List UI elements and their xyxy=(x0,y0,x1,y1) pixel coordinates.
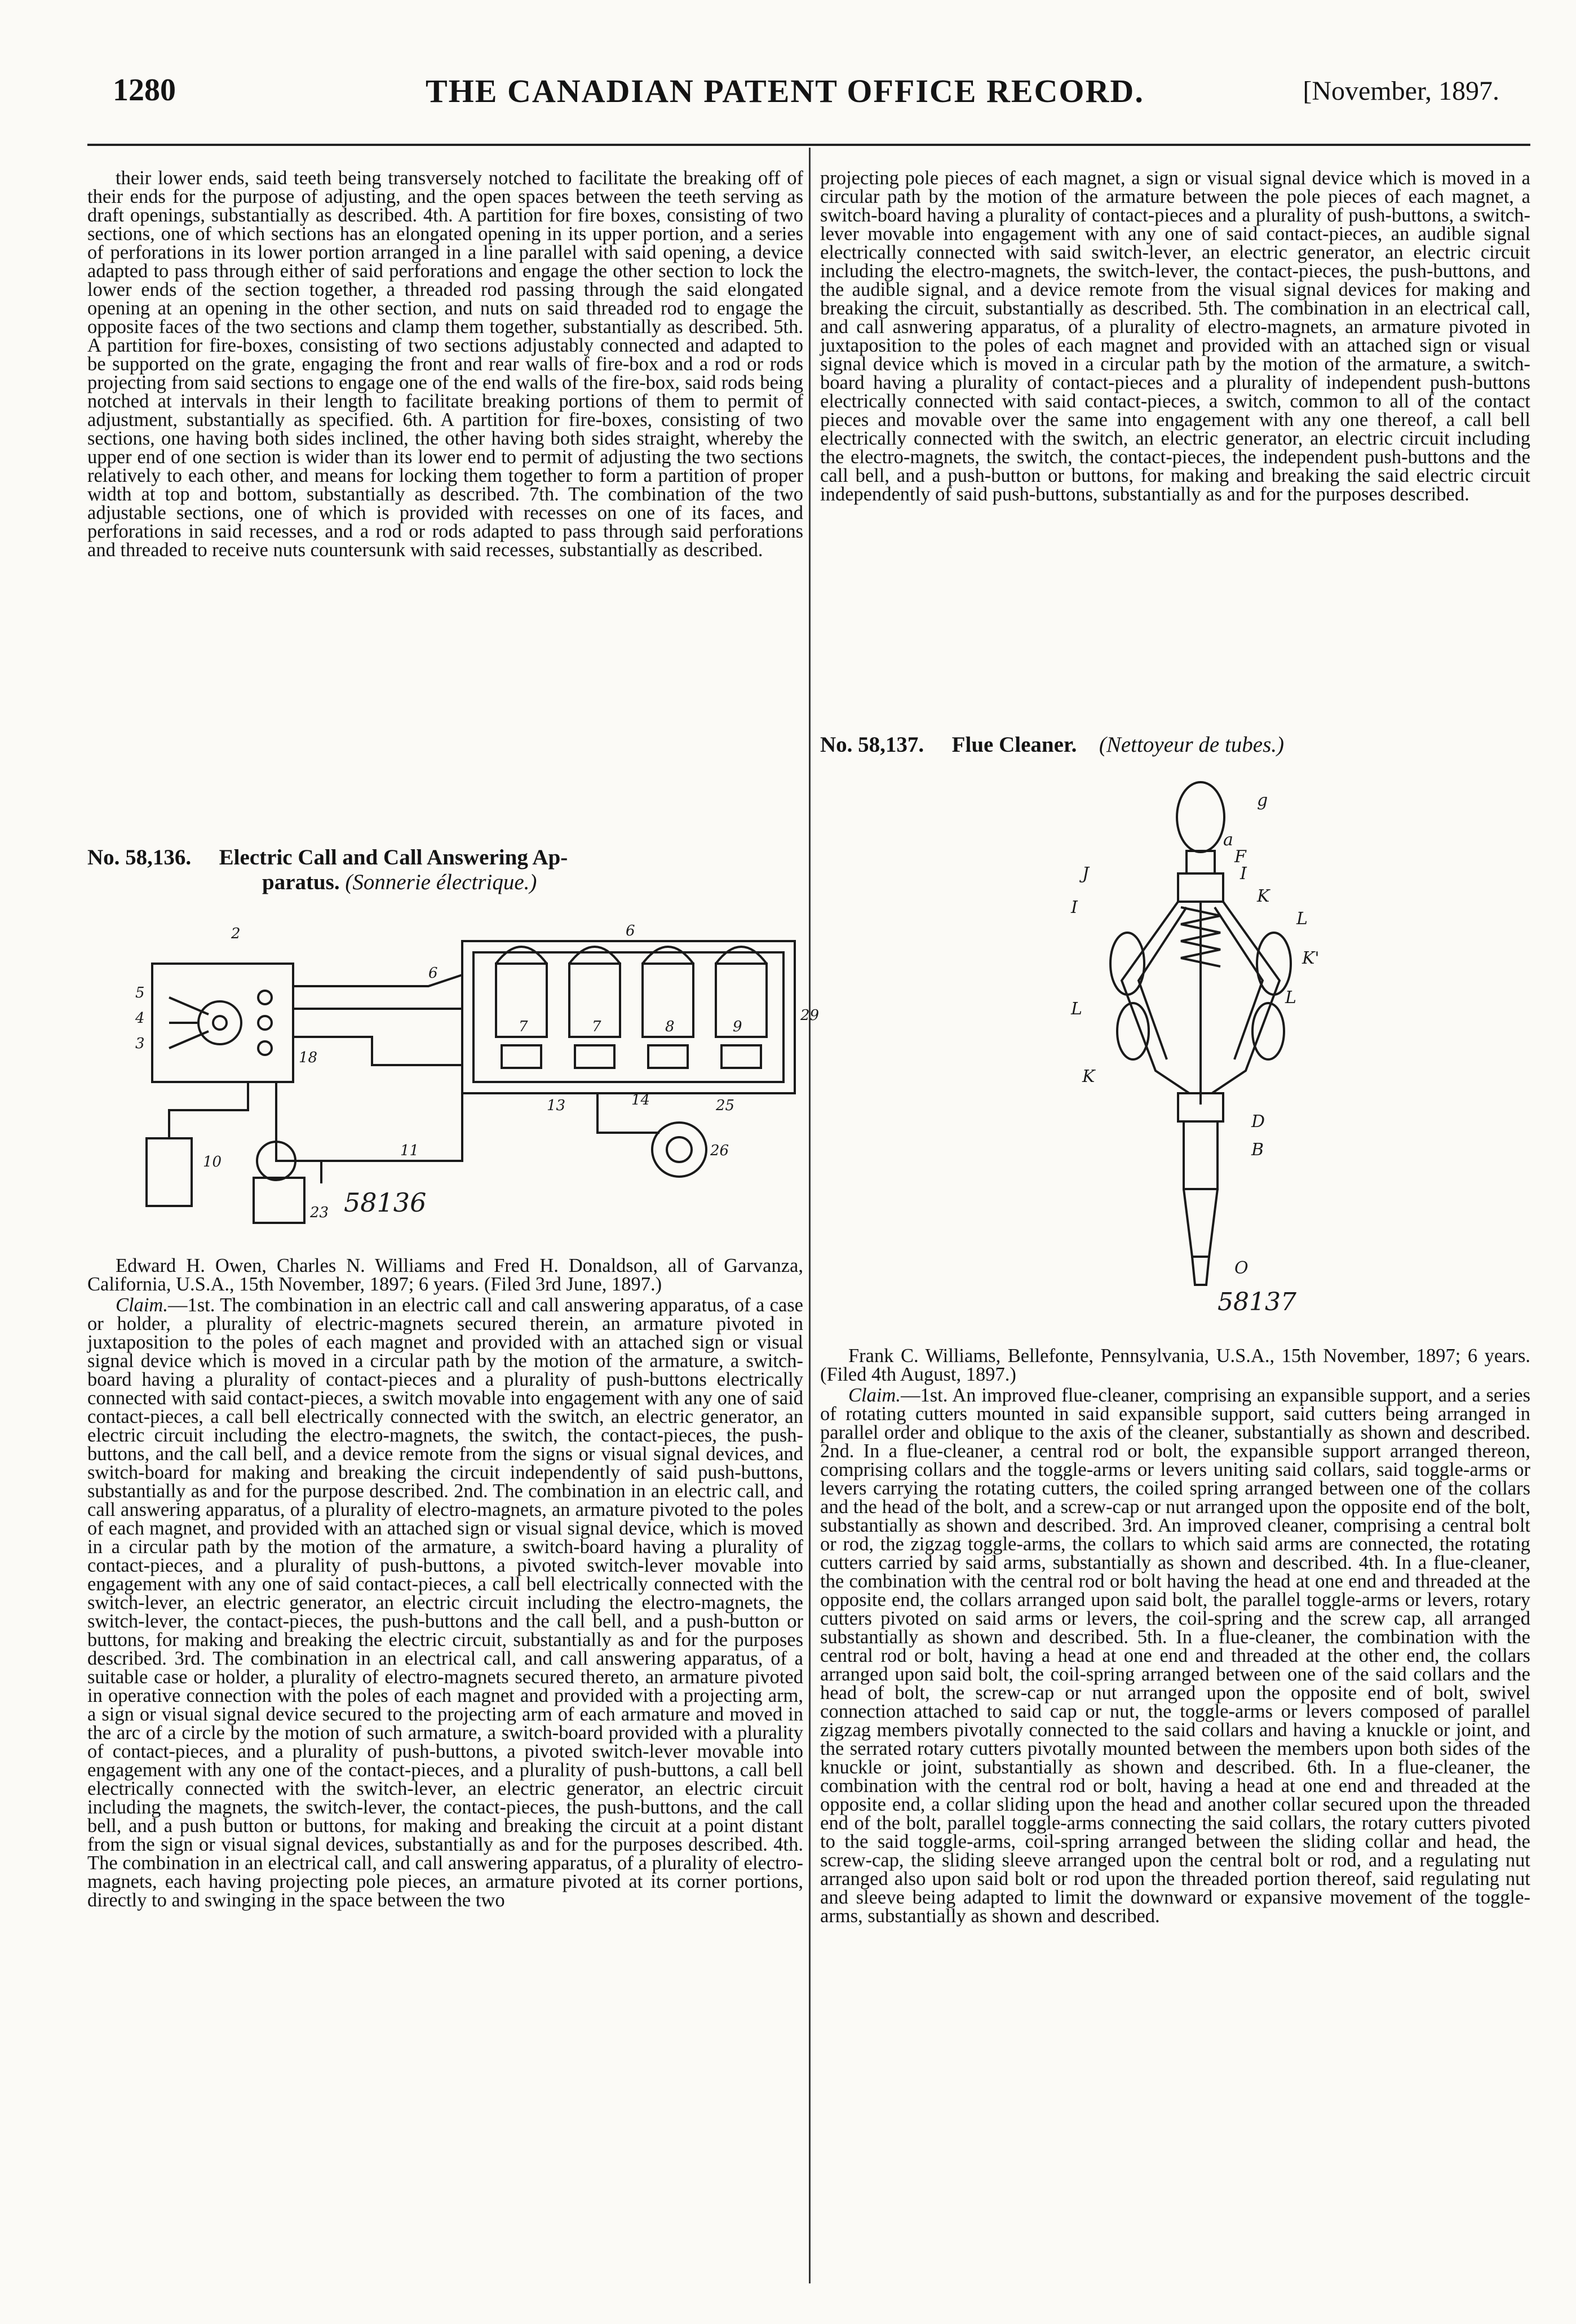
claim-label: Claim. xyxy=(848,1385,901,1406)
patent-french-title: (Nettoyeur de tubes.) xyxy=(1099,733,1285,757)
figure-label: F xyxy=(1234,847,1246,867)
figure-label: D xyxy=(1251,1112,1265,1132)
figure-label: 10 xyxy=(203,1154,222,1170)
figure-label: 4 xyxy=(135,1010,145,1027)
patent-french-title: (Sonnerie électrique.) xyxy=(345,870,537,894)
claims-paragraph xyxy=(87,1296,803,1910)
rotary-cutter xyxy=(1110,933,1144,995)
figure-label: K xyxy=(1257,886,1270,906)
page-number: 1280 xyxy=(113,73,176,108)
figure-label: K' xyxy=(1302,948,1320,968)
figure-label: I xyxy=(1240,864,1247,884)
figure-label: 6 xyxy=(428,965,438,982)
patent-58136-heading xyxy=(87,845,803,895)
issue-date: [November, 1897. xyxy=(1303,76,1499,106)
patent-number: No. 58,136. xyxy=(87,845,192,870)
patent-58137-heading xyxy=(820,733,1530,757)
figure-label: 3 xyxy=(135,1035,145,1052)
figure-label: 26 xyxy=(710,1142,729,1159)
figure-label: 6 xyxy=(626,922,635,939)
continuation-text: their lower ends, said teeth being transversely notched to facilitate the breaking off of their ends for the purpose of adjusting, and the open spaces between the teeth serving as draft openings, substantially as described. 4th. A partition for fire boxes, consisting of two sections, one of which sections has an elongated opening in its upper portion, and a series of perforations in its lower portion arranged in a line parallel with said opening, a device adapted to pass through either of said perforations and engage the other section to lock the lower ends of the section together, a threaded rod passing through the said elongated opening at an opening in the other section, and nuts on said threaded rod to engage the opposite faces of the two sections and clamp them together, substantially as described. 5th. A partition for fire-boxes, consisting of two sections adjustably connected and adapted to be supported on the grate, engaging the front and rear walls of fire-box and a rod or rods projecting from said sections to engage one of the end walls of the fire-box, said rods being notched at intervals in their length to facilitate breaking portions of them to permit of adjustment, substantially as specified. 6th. A partition for fire-boxes, consisting of two sections, one having both sides inclined, the other having both sides straight, whereby the upper end of one section is wider than its lower end to permit of adjusting the two sections relatively to each other, and means for locking them together to form a partition of proper width at top and bottom, substantially as described. 7th. The combination of the two adjustable sections, one of which is provided with recesses on one of its faces, and perforations in said recesses, and a rod or rods adapted to pass through said perforations and threaded to receive nuts countersunk with said recesses, substantially as described. xyxy=(87,167,803,561)
figure-label: J xyxy=(1082,864,1090,884)
journal-title: THE CANADIAN PATENT OFFICE RECORD. xyxy=(426,73,1144,109)
patent-title: Electric Call and Call Answering Ap- xyxy=(219,845,568,870)
patent-title-cont: paratus. xyxy=(262,870,340,894)
figure-label: 11 xyxy=(400,1142,419,1159)
continuation-text: projecting pole pieces of each magnet, a sign or visual signal device which is moved in a circular path by the motion of the armature between the pole pieces of each magnet, a switch-board having a plurality of contact-pieces and a plurality of push-buttons, a switch-lever movable into engagement with any one of said contact-pieces, an audible signal electrically connected with said switch-lever, an electric generator, an electric circuit including the electro-magnets, the switch-lever, the contact-pieces, the push-buttons, and the audible signal, and a device remote from the visual signal devices for making and breaking the circuit, substantially as described. 5th. The combination in an electrical call, and call asnwering apparatus, of a plurality of electro-magnets, an armature pivoted in juxtaposition to the poles of each magnet and provided with an attached sign or visual signal device which is moved in a circular path by the motion of the armature, a switch-board having a plurality of contact-pieces and a plurality of independent push-buttons electrically connected with said contact-pieces, a switch, common to all of the contact pieces and movable over the same into engagement with any one thereof, a call bell electrically connected with the switch, an electric generator, an electric circuit including the electro-magnets, the switch, the contact-pieces, the independent push-buttons and the call bell, and a push-button or buttons, for making and breaking the said electric circuit independently of said push-buttons, substantially as and for the purposes described. xyxy=(820,167,1530,505)
rotary-cutter xyxy=(1257,933,1291,995)
figure-label: O xyxy=(1234,1258,1249,1278)
figure-caption: 58136 xyxy=(344,1187,427,1218)
page-header xyxy=(113,72,1499,117)
header-rule xyxy=(87,144,1530,146)
figure-label: 5 xyxy=(135,984,145,1001)
figure-label: 23 xyxy=(310,1204,329,1221)
figure-label: 7 xyxy=(592,1018,601,1035)
figure-label: a xyxy=(1223,830,1233,850)
figure-label: 8 xyxy=(665,1018,675,1035)
right-continuation xyxy=(820,169,1530,504)
switch-pivot xyxy=(213,1016,227,1030)
figure-label: 7 xyxy=(519,1018,528,1035)
figure-label: L xyxy=(1071,999,1082,1019)
sleeve xyxy=(1184,1121,1218,1189)
claims-paragraph xyxy=(820,1386,1530,1926)
toggle-arm xyxy=(1122,902,1189,1093)
figure-label: B xyxy=(1251,1140,1264,1160)
swivel-eye xyxy=(1177,782,1224,852)
flue-cleaner-figure xyxy=(1071,778,1387,1319)
figure-label: 25 xyxy=(716,1097,735,1114)
patent-58136-body xyxy=(87,1257,803,1910)
inventors: Frank C. Williams, Bellefonte, Pennsylvania, U.S.A., 15th November, 1897; 6 years. (Filed 4th August, 1897.) xyxy=(820,1345,1530,1385)
patent-title: Flue Cleaner. xyxy=(951,733,1077,757)
figure-label: L xyxy=(1296,909,1308,929)
battery xyxy=(147,1138,192,1206)
figure-label: L xyxy=(1285,988,1296,1008)
figure-label: K xyxy=(1082,1067,1095,1086)
toggle-arm xyxy=(1212,902,1280,1093)
figure-caption: 58137 xyxy=(1218,1288,1296,1316)
switch-dial xyxy=(198,1001,241,1044)
figure-label: 18 xyxy=(299,1049,318,1066)
figure-label: 29 xyxy=(800,1007,820,1024)
figure-label: 9 xyxy=(733,1018,742,1035)
claim-label: Claim. xyxy=(116,1294,168,1316)
electric-call-figure xyxy=(135,922,820,1228)
push-button-box xyxy=(254,1178,304,1223)
inventors: Edward H. Owen, Charles N. Williams and Fred H. Donaldson, all of Garvanza, California, U.S.A., 15th November, 1897; 6 years. (Filed 3rd June, 1897.) xyxy=(87,1255,803,1295)
figure-label: 14 xyxy=(631,1092,650,1108)
figure-label: 13 xyxy=(547,1097,566,1114)
patent-58137-body xyxy=(820,1347,1530,1926)
figure-label: I xyxy=(1071,898,1078,917)
figure-label: g xyxy=(1257,791,1268,810)
figure-label: 2 xyxy=(231,925,241,942)
screw-cap xyxy=(1184,1189,1218,1257)
call-bell xyxy=(652,1123,706,1177)
claims-text: —1st. The combination in an electric call and call answering apparatus, of a case or holder, a plurality of electric-magnets secured therein, an armature pivoted in juxtaposition to the poles of each magnet and provided with an attached sign or visual signal device which is moved in a circular path by the motion of the armature, a switch-board having a plurality of contact-pieces and a plurality of push-buttons electrically connected with said contact-pieces, a switch movable into engagement with any one of said contact-pieces, a call bell electrically connected with the switch, an electric generator, an electric circuit including the electro-magnets, the switch, the contact-pieces, the push-buttons, and the call bell, and a device remote from the signs or visual signal devices, and switch-board for making and breaking the circuit independently of said push-buttons, substantially as and for the purpose described. 2nd. The combination in an electric call, and call answering apparatus, of a plurality of electro-magnets, an armature pivoted to the poles of each magnet, and provided with an attached sign or visual signal device, which is moved in a circular path by the motion of the armature, a switch-board having a plurality of contact-pieces, and a plurality of push-buttons, a pivoted switch-lever movable into engagement with any one of said contact-pieces, a call bell electrically connected with the switch-lever, an electric generator, an electric circuit including the electro-magnets, the switch-lever, the contact-pieces, the push-buttons and the call bell, and a push-button or buttons, for making and breaking the electric circuit, substantially as and for the purposes described. 3rd. The combination in an electrical call, and call answering apparatus, of a suitable case or holder, a plurality of electro-magnets secured thereto, an armature pivoted in operative connection with the poles of each magnet and provided with a projecting arm, a sign or visual signal device secured to the projecting arm of each armature and moved in the arc of a circle by the motion of such armature, a switch-board provided with a plurality of contact-pieces, and a plurality of push-buttons, a pivoted switch-lever movable into engagement with any one of the contact-pieces, and a plurality of push-buttons, a call bell electrically connected with the switch-lever, an electric generator, an electric circuit including the magnets, the switch-lever, the contact-pieces, the push-buttons, and the call bell, and a push button or buttons, for making and breaking the circuit at a point distant from the sign or visual signal devices, substantially as and for the purposes described. 4th. The combination in an electrical call, and call answering apparatus, of a plurality of electro-magnets, each having projecting pole pieces, an armature pivoted at its corner portions, directly to and swinging in the space between the two xyxy=(87,1294,803,1911)
patent-number: No. 58,137. xyxy=(820,733,924,757)
upper-collar xyxy=(1178,873,1223,902)
left-continuation xyxy=(87,169,803,560)
claims-text: —1st. An improved flue-cleaner, comprising an expansible support, and a series of rotating cutters mounted in said expansible support, said cutters being arranged in parallel order and oblique to the axis of the cleaner, substantially as shown and described. 2nd. In a flue-cleaner, a central rod or bolt, the expansible support arranged thereon, comprising collars and the toggle-arms or levers uniting said collars, said toggle-arms or levers carrying the rotating cutters, the coiled spring arranged between one of the collars and the head of the bolt, and a screw-cap or nut arranged upon the opposite end of the bolt, substantially as shown and described. 3rd. An improved cleaner, comprising a central bolt or rod, the zigzag toggle-arms, the collars to which said arms are connected, the rotating cutters carried by said arms, substantially as shown and described. 4th. In a flue-cleaner, the combination with the central rod or bolt having the head at one end and threaded at the opposite end, the collars arranged upon said bolt, the parallel toggle-arms or levers, rotary cutters pivoted on said arms or levers, the coil-spring and the screw cap, all arranged substantially as shown and described. 5th. In a flue-cleaner, the combination with the central rod or bolt, having a head at one end and threaded at the other end, the collars arranged upon said bolt, the coil-spring arranged between one of the said collars and the head of bolt, the screw-cap or nut arranged upon the opposite end of bolt, swivel connection attached to said cap or nut, the toggle-arms or levers composed of parallel zigzag members pivotally connected to the said collars and having a knuckle or joint, and the serrated rotary cutters pivotally mounted between the members upon both sides of the knuckle or joint, substantially as shown and described. 6th. In a flue-cleaner, the combination with the central rod or bolt, having a head at one end and threaded at the opposite end, a collar sliding upon the head and another collar secured upon the threaded end of the bolt, parallel toggle-arms connecting the said collars, the rotary cutters pivoted to the said toggle-arms, coil-spring arranged between the sliding collar and head, the screw-cap, the sliding sleeve arranged upon the central bolt or rod, and a regulating nut arranged also upon said bolt or rod upon the threaded portion thereof, said regulating nut and sleeve being adapted to limit the downward or expansive movement of the toggle-arms, substantially as shown and described. xyxy=(820,1385,1530,1927)
